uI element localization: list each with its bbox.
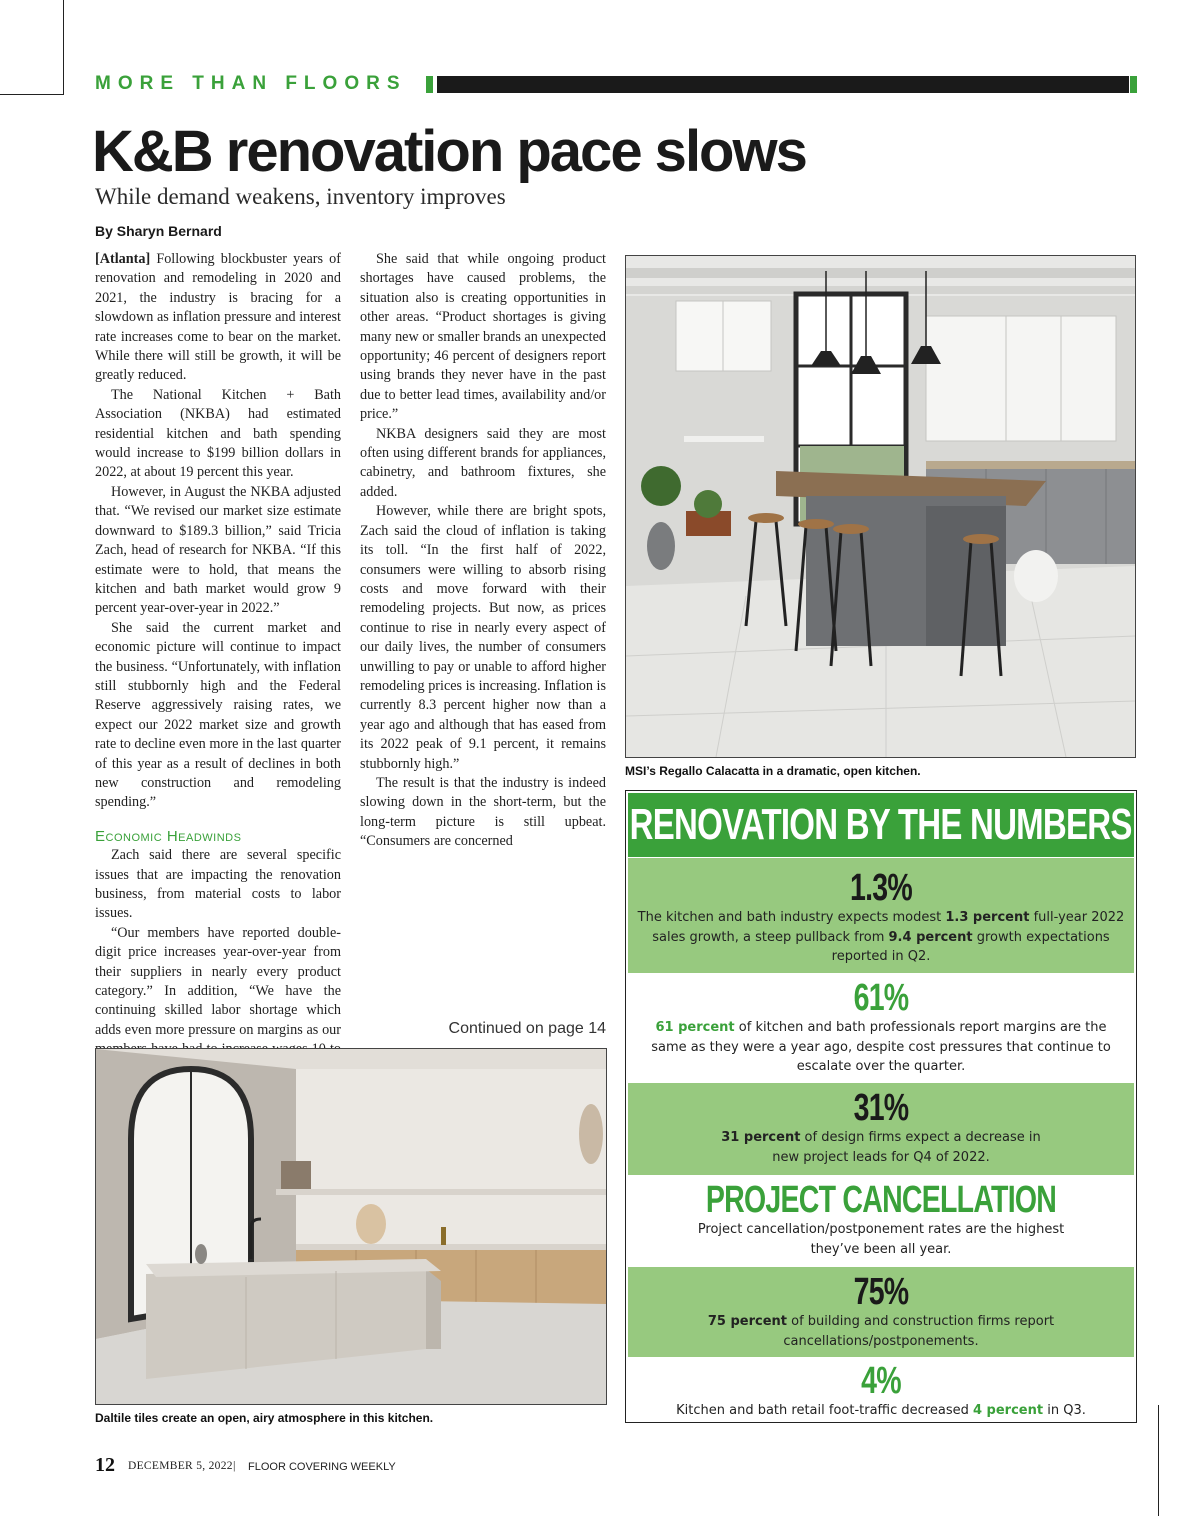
stat-text-part: of kitchen and bath professionals report margins are the same as they were a year ago, despite cost pressures that continue to escalate over the quarter. (651, 1020, 1111, 1074)
stat-text (628, 1401, 1134, 1421)
paragraph: She said that while ongoing product shortages have caused problems, the situation also is creating opportunities in other areas. “Product shortages is giving many new or smaller brands an unexpected opportunity; 46 percent of designers report using brands they never have in the past due to better lead times, availability and/or price.” (360, 251, 606, 423)
stat-highlight: 9.4 percent (888, 929, 973, 945)
stat-block-2 (628, 973, 1134, 1083)
paragraph: She said the current market and economic picture will continue to impact the business. “Unfortunately, with inflation still stubbornly high and the Federal Reserve aggressively raising rates, we expect our 2022 market size and growth rate to decline even more in the last quarter of this year as a result of declines in both new construction and remodeling spending.” (95, 619, 341, 811)
paragraph-text: Following blockbuster years of renovation and remodeling in 2020 and 2021, the industry is bracing for a slowdown as inflation pressure and interest rate increases come to bear on the market. While there will still be growth, it will be greatly reduced. (95, 251, 342, 384)
stat-block-6 (628, 1357, 1134, 1419)
stat-text-part: growth expectations reported in Q2. (831, 929, 1110, 964)
stat-block-1 (628, 858, 1134, 973)
kicker-rule (437, 76, 1129, 93)
stat-figure: 61% (853, 977, 909, 1019)
stat-figure: 1.3% (850, 867, 912, 909)
headline: K&B renovation pace slows (92, 119, 806, 184)
stat-figure: 75% (853, 1271, 909, 1313)
crop-mark-vertical (63, 0, 64, 95)
stat-text-part: Kitchen and bath retail foot-traffic decreased (676, 1403, 973, 1418)
kicker-square-right (1130, 76, 1137, 93)
byline: By Sharyn Bernard (95, 223, 222, 239)
subhead: Economic Headwinds (95, 827, 242, 845)
kitchen-photo-daltile (95, 1048, 607, 1405)
stat-highlight: 31 percent (721, 1130, 801, 1145)
stat-text (628, 908, 1134, 967)
stat-text (628, 1128, 1134, 1167)
continued-line: Continued on page 14 (448, 1020, 606, 1037)
paragraph: “Our members have reported double-digit price increases year-over-year from their suppliers in nearly every product category.” In addition, “We have the continuing skilled labor shortage which adds even more pressure on margins as our (95, 924, 341, 1038)
paragraph: Zach said there are several specific issues that are impacting the renovation business, from material costs to labor issues. (95, 847, 341, 922)
photo-caption-1: MSI’s Regallo Calacatta in a dramatic, open kitchen. (625, 764, 921, 778)
stat-figure: 31% (853, 1087, 909, 1129)
crop-mark-horizontal (0, 94, 64, 95)
crop-mark-bottom (1158, 1405, 1159, 1516)
article-column-1 (95, 250, 341, 1079)
stat-block-4 (628, 1175, 1134, 1267)
sidebar-header (628, 793, 1134, 857)
stat-figure: PROJECT CANCELLATION (705, 1179, 1057, 1221)
stat-figure: 4% (861, 1360, 901, 1402)
paragraph (95, 250, 341, 386)
stat-text-part: of design firms expect a decrease in new project leads for Q4 of 2022. (772, 1130, 1041, 1165)
stat-text-part: The kitchen and bath industry expects modest (637, 910, 946, 925)
section-kicker: MORE THAN FLOORS (95, 73, 407, 94)
article-column-2 (360, 250, 606, 852)
stat-highlight: 75 percent (707, 1314, 787, 1329)
deck: While demand weakens, inventory improves (95, 184, 506, 209)
paragraph: NKBA designers said they are most often using different brands for appliances, cabinetry, and bathroom fixtures, she added. (360, 425, 606, 500)
page-number: 12 (95, 1454, 115, 1476)
issue-date: DECEMBER 5, 2022 (128, 1460, 233, 1472)
stat-text-part: full-year 2022 sales growth, a steep pullback from (652, 910, 1125, 945)
stat-highlight: 1.3 percent (945, 910, 1030, 925)
stat-text: Project cancellation/postponement rates are the highest they’ve been all year. (697, 1222, 1065, 1257)
kitchen-illustration (626, 256, 1135, 757)
paragraph: However, in August the NKBA adjusted that. “We revised our market size estimate downward to $189.3 billion,” said Tricia Zach, head of research for NKBA. “If this estimate were to hold, that means the kitchen and bath market would grow 9 percent year-over-year in 2022.” (95, 483, 341, 617)
stat-text-part: of building and construction firms report cancellations/postponements. (783, 1314, 1055, 1349)
stat-block-3 (628, 1083, 1134, 1175)
stat-block-5 (628, 1267, 1134, 1357)
kitchen-illustration-2 (96, 1049, 606, 1404)
paragraph: The National Kitchen + Bath Association (NKBA) had estimated residential kitchen and bath spending would increase to $199 billion dollars in 2022, at about 19 percent this year. (95, 386, 341, 481)
stat-highlight: 61 percent (655, 1020, 735, 1035)
publication-name: FLOOR COVERING WEEKLY (248, 1461, 396, 1473)
stat-highlight: 4 percent (972, 1403, 1044, 1418)
stat-text-part: in Q3. (1043, 1403, 1086, 1418)
kitchen-photo-msi (625, 255, 1136, 758)
photo-caption-2: Daltile tiles create an open, airy atmosphere in this kitchen. (95, 1411, 434, 1425)
stats-sidebar (625, 790, 1137, 1423)
paragraph: The result is that the industry is indeed slowing down in the short-term, but the long-term picture is still upbeat. “Consumers are concerned (360, 774, 606, 850)
stat-text (628, 1018, 1134, 1077)
folio-separator: | (233, 1458, 236, 1472)
paragraph: However, while there are bright spots, Zach said the cloud of inflation is taking its toll. “In the first half of 2022, consumers were willing to absorb rising costs and move forward with their remodeling projects. But now, as prices continue to rise in nearly every aspect of our daily lives, the number of consumers unwilling to pay or unable to afford higher remodeling prices is increasing. Inflation is currently 8.3 percent higher now than a year ago and although that has eased from its 2022 peak of 9.1 percent, it remains stubbornly high.” (360, 503, 606, 772)
dateline: [Atlanta] (95, 251, 151, 267)
stat-text (628, 1312, 1134, 1351)
sidebar-title: RENOVATION BY THE NUMBERS (630, 800, 1132, 849)
kicker-square-left (426, 76, 433, 93)
